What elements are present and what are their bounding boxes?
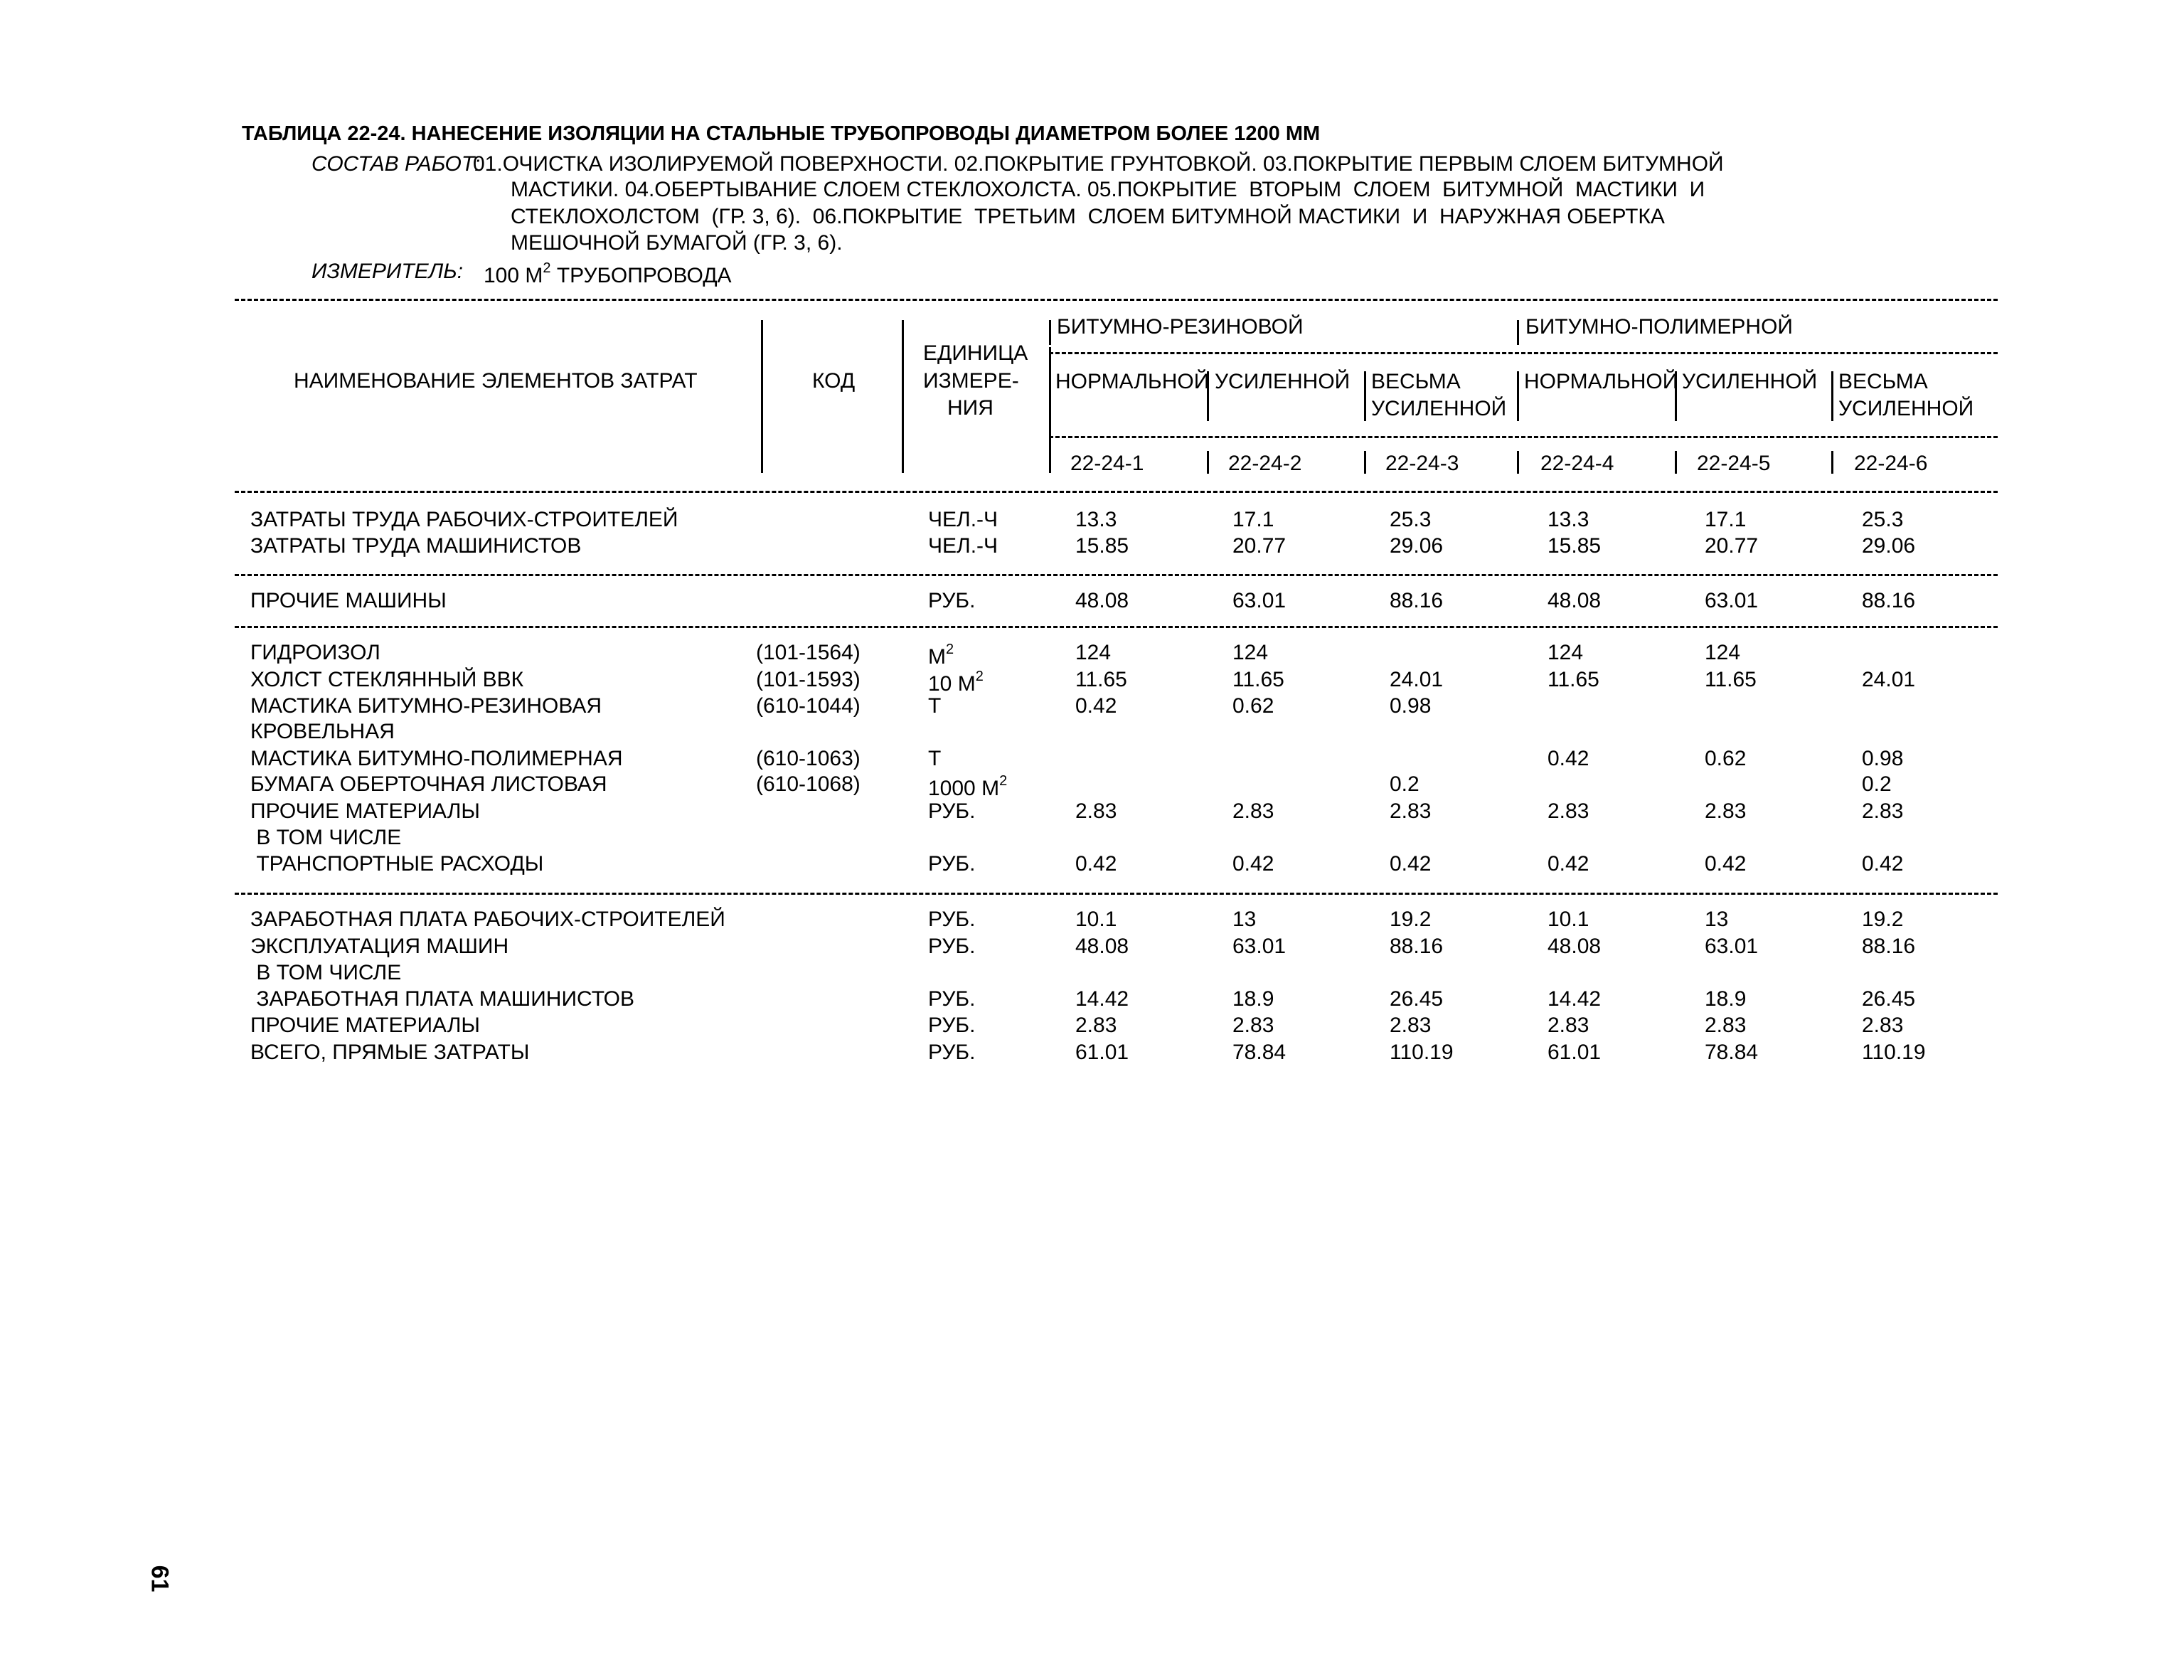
row-value-2: 63.01 — [1232, 935, 1287, 958]
row-value-4: 13.3 — [1548, 508, 1589, 531]
row-value-2: 63.01 — [1232, 589, 1287, 612]
header-unit-3: НИЯ — [947, 396, 994, 420]
row-value-6: 19.2 — [1862, 908, 1904, 931]
row-name: ТРАНСПОРТНЫЕ РАСХОДЫ — [250, 852, 544, 876]
work-composition-line-1: 01.ОЧИСТКА ИЗОЛИРУЕМОЙ ПОВЕРХНОСТИ. 02.ПОКРЫТИЕ ГРУНТОВКОЙ. 03.ПОКРЫТИЕ ПЕРВЫМ СЛОЕМ БИТУМНОЙ — [473, 152, 1724, 176]
row-value-3: 26.45 — [1390, 987, 1444, 1011]
row-value-1: 61.01 — [1075, 1041, 1129, 1064]
row-name: ГИДРОИЗОЛ — [250, 641, 380, 664]
row-value-1: 0.42 — [1075, 852, 1117, 876]
rule-header-codes — [1049, 436, 1998, 438]
row-code: (610-1044) — [756, 694, 861, 718]
work-composition-line-2: МАСТИКИ. 04.ОБЕРТЫВАНИЕ СЛОЕМ СТЕКЛОХОЛСТА. 05.ПОКРЫТИЕ ВТОРЫМ СЛОЕМ БИТУМНОЙ МАСТИКИ И — [511, 178, 1705, 201]
row-value-2: 2.83 — [1232, 1014, 1274, 1037]
header-unit-1: ЕДИНИЦА — [923, 341, 1028, 365]
row-value-2: 13 — [1232, 908, 1257, 931]
row-value-2: 2.83 — [1232, 799, 1274, 823]
rule-after-materials — [235, 893, 1998, 895]
row-value-6: 0.42 — [1862, 852, 1904, 876]
row-value-4: 10.1 — [1548, 908, 1589, 931]
row-name: ЗАРАБОТНАЯ ПЛАТА МАШИНИСТОВ — [250, 987, 635, 1011]
row-unit: 10 $М^2$ — [928, 669, 984, 696]
row-code: (101-1593) — [756, 668, 861, 691]
header-very-2a: ВЕСЬМА — [1838, 370, 1928, 393]
row-value-2: 18.9 — [1232, 987, 1274, 1011]
row-value-1: 15.85 — [1075, 534, 1129, 558]
row-unit: РУБ. — [928, 987, 976, 1011]
row-value-5: 17.1 — [1705, 508, 1747, 531]
row-value-2: 78.84 — [1232, 1041, 1287, 1064]
row-value-1: 2.83 — [1075, 1014, 1117, 1037]
header-divider-c6 — [1831, 371, 1833, 421]
row-value-3: 2.83 — [1390, 1014, 1432, 1037]
row-value-1: 0.42 — [1075, 694, 1117, 718]
row-value-6: 24.01 — [1862, 668, 1916, 691]
header-divider-c3 — [1364, 371, 1366, 421]
row-value-6: 2.83 — [1862, 799, 1904, 823]
row-name: ЗАТРАТЫ ТРУДА РАБОЧИХ-СТРОИТЕЛЕЙ — [250, 508, 678, 531]
row-value-5: 18.9 — [1705, 987, 1747, 1011]
row-value-5: 11.65 — [1705, 668, 1757, 691]
row-value-4: 48.08 — [1548, 935, 1602, 958]
row-value-4: 48.08 — [1548, 589, 1602, 612]
rule-after-labor — [235, 574, 1998, 576]
row-value-2: 124 — [1232, 641, 1269, 664]
row-value-6: 110.19 — [1862, 1041, 1926, 1064]
rule-header-group — [1049, 352, 1998, 354]
header-very-1b: УСИЛЕННОЙ — [1371, 397, 1507, 420]
row-value-1: 10.1 — [1075, 908, 1117, 931]
row-value-1: 14.42 — [1075, 987, 1129, 1011]
row-value-2: 0.62 — [1232, 694, 1274, 718]
header-code-2: 22-24-2 — [1228, 452, 1302, 475]
row-value-4: 14.42 — [1548, 987, 1602, 1011]
header-divider-code-4 — [1517, 451, 1519, 474]
header-group-rubber: БИТУМНО-РЕЗИНОВОЙ — [1057, 315, 1304, 339]
header-code-4: 22-24-4 — [1540, 452, 1614, 475]
row-value-3: 88.16 — [1390, 589, 1444, 612]
row-value-5: 0.62 — [1705, 747, 1747, 770]
header-name: НАИМЕНОВАНИЕ ЭЛЕМЕНТОВ ЗАТРАТ — [294, 369, 698, 393]
header-group-polymer: БИТУМНО-ПОЛИМЕРНОЙ — [1525, 315, 1793, 339]
header-code-6: 22-24-6 — [1854, 452, 1928, 475]
rule-top — [235, 299, 1998, 301]
row-value-5: 124 — [1705, 641, 1741, 664]
row-name: КРОВЕЛЬНАЯ — [250, 720, 395, 743]
row-value-5: 78.84 — [1705, 1041, 1759, 1064]
row-name: ВСЕГО, ПРЯМЫЕ ЗАТРАТЫ — [250, 1041, 530, 1064]
row-value-6: 25.3 — [1862, 508, 1904, 531]
row-name: ЗАТРАТЫ ТРУДА МАШИНИСТОВ — [250, 534, 582, 558]
row-value-2: 11.65 — [1232, 668, 1284, 691]
header-divider-c4 — [1517, 371, 1519, 421]
row-unit: РУБ. — [928, 1041, 976, 1064]
row-value-6: 26.45 — [1862, 987, 1916, 1011]
header-divider-code-6 — [1831, 451, 1833, 474]
row-value-6: 2.83 — [1862, 1014, 1904, 1037]
row-value-4: 0.42 — [1548, 852, 1589, 876]
row-value-4: 124 — [1548, 641, 1584, 664]
work-composition-line-4: МЕШОЧНОЙ БУМАГОЙ (ГР. 3, 6). — [511, 231, 843, 255]
row-name: ХОЛСТ СТЕКЛЯННЫЙ ВВК — [250, 668, 524, 691]
row-unit: ЧЕЛ.-Ч — [928, 534, 998, 558]
row-value-5: 0.42 — [1705, 852, 1747, 876]
row-unit: $М^2$ — [928, 642, 954, 669]
row-value-4: 15.85 — [1548, 534, 1602, 558]
header-reinforced-2: УСИЛЕННОЙ — [1682, 370, 1818, 393]
row-value-3: 29.06 — [1390, 534, 1444, 558]
row-value-6: 88.16 — [1862, 935, 1916, 958]
row-name: БУМАГА ОБЕРТОЧНАЯ ЛИСТОВАЯ — [250, 772, 607, 796]
row-value-1: 11.65 — [1075, 668, 1127, 691]
row-value-2: 0.42 — [1232, 852, 1274, 876]
row-value-1: 2.83 — [1075, 799, 1117, 823]
header-code-3: 22-24-3 — [1385, 452, 1459, 475]
row-name: ПРОЧИЕ МАТЕРИАЛЫ — [250, 799, 480, 823]
header-divider-code — [902, 320, 904, 473]
header-very-2b: УСИЛЕННОЙ — [1838, 397, 1974, 420]
row-value-3: 0.2 — [1390, 772, 1419, 796]
header-code: КОД — [812, 369, 856, 393]
row-value-3: 19.2 — [1390, 908, 1432, 931]
row-value-6: 0.98 — [1862, 747, 1904, 770]
row-value-4: 11.65 — [1548, 668, 1599, 691]
header-unit-2: ИЗМЕРЕ- — [923, 369, 1019, 393]
row-name: МАСТИКА БИТУМНО-ПОЛИМЕРНАЯ — [250, 747, 623, 770]
rule-after-machines — [235, 626, 1998, 628]
row-value-1: 48.08 — [1075, 589, 1129, 612]
row-unit: РУБ. — [928, 852, 976, 876]
row-value-4: 2.83 — [1548, 1014, 1589, 1037]
header-divider-code-5 — [1675, 451, 1677, 474]
row-value-5: 2.83 — [1705, 1014, 1747, 1037]
row-unit: РУБ. — [928, 799, 976, 823]
row-code: (610-1063) — [756, 747, 861, 770]
row-value-5: 20.77 — [1705, 534, 1759, 558]
row-value-2: 17.1 — [1232, 508, 1274, 531]
meter-value: 100 $М^2$ ТРУБОПРОВОДА — [484, 260, 732, 287]
header-divider-code-2 — [1207, 451, 1209, 474]
header-code-5: 22-24-5 — [1697, 452, 1771, 475]
row-code: (610-1068) — [756, 772, 861, 796]
row-value-6: 29.06 — [1862, 534, 1916, 558]
row-value-6: 0.2 — [1862, 772, 1892, 796]
work-composition-label: СОСТАВ РАБОТ: — [311, 152, 481, 176]
row-value-3: 110.19 — [1390, 1041, 1454, 1064]
row-value-3: 0.42 — [1390, 852, 1432, 876]
row-name: МАСТИКА БИТУМНО-РЕЗИНОВАЯ — [250, 694, 602, 718]
header-normal-2: НОРМАЛЬНОЙ — [1524, 370, 1678, 393]
row-unit: Т — [928, 694, 942, 718]
row-value-5: 63.01 — [1705, 935, 1759, 958]
row-unit: ЧЕЛ.-Ч — [928, 508, 998, 531]
rule-header-bottom — [235, 491, 1998, 493]
row-value-3: 2.83 — [1390, 799, 1432, 823]
row-unit: РУБ. — [928, 1014, 976, 1037]
row-value-3: 24.01 — [1390, 668, 1444, 691]
row-value-3: 88.16 — [1390, 935, 1444, 958]
row-value-5: 63.01 — [1705, 589, 1759, 612]
header-very-1a: ВЕСЬМА — [1371, 370, 1461, 393]
header-normal-1: НОРМАЛЬНОЙ — [1055, 370, 1210, 393]
header-divider-unit-1 — [1049, 320, 1051, 345]
row-unit: РУБ. — [928, 908, 976, 931]
row-value-1: 48.08 — [1075, 935, 1129, 958]
row-name: ЭКСПЛУАТАЦИЯ МАШИН — [250, 935, 509, 958]
row-unit: РУБ. — [928, 935, 976, 958]
row-value-1: 124 — [1075, 641, 1112, 664]
page-number: 61 — [146, 1565, 174, 1593]
work-composition-line-3: СТЕКЛОХОЛСТОМ (ГР. 3, 6). 06.ПОКРЫТИЕ ТРЕТЬИМ СЛОЕМ БИТУМНОЙ МАСТИКИ И НАРУЖНАЯ ОБЕРТКА — [511, 205, 1665, 228]
table-title: ТАБЛИЦА 22-24. НАНЕСЕНИЕ ИЗОЛЯЦИИ НА СТАЛЬНЫЕ ТРУБОПРОВОДЫ ДИАМЕТРОМ БОЛЕЕ 1200 ММ — [242, 122, 1321, 145]
row-value-6: 88.16 — [1862, 589, 1916, 612]
header-reinforced-1: УСИЛЕННОЙ — [1215, 370, 1351, 393]
header-divider-unit-2 — [1049, 347, 1051, 473]
meter-label: ИЗМЕРИТЕЛЬ: — [311, 260, 464, 283]
header-divider-code-3 — [1364, 451, 1366, 474]
row-value-3: 0.98 — [1390, 694, 1432, 718]
row-value-3: 25.3 — [1390, 508, 1432, 531]
row-name: ЗАРАБОТНАЯ ПЛАТА РАБОЧИХ-СТРОИТЕЛЕЙ — [250, 908, 725, 931]
row-unit: РУБ. — [928, 589, 976, 612]
row-value-4: 2.83 — [1548, 799, 1589, 823]
row-name: ПРОЧИЕ МАШИНЫ — [250, 589, 447, 612]
header-divider-name — [761, 320, 763, 473]
row-value-4: 0.42 — [1548, 747, 1589, 770]
row-unit: Т — [928, 747, 942, 770]
row-value-5: 13 — [1705, 908, 1729, 931]
row-code: (101-1564) — [756, 641, 861, 664]
row-unit: 1000 $М^2$ — [928, 773, 1008, 800]
row-name: В ТОМ ЧИСЛЕ — [250, 826, 402, 849]
header-divider-group — [1517, 320, 1519, 345]
header-code-1: 22-24-1 — [1070, 452, 1144, 475]
row-value-1: 13.3 — [1075, 508, 1117, 531]
row-value-5: 2.83 — [1705, 799, 1747, 823]
row-name: ПРОЧИЕ МАТЕРИАЛЫ — [250, 1014, 480, 1037]
row-value-2: 20.77 — [1232, 534, 1287, 558]
row-value-4: 61.01 — [1548, 1041, 1602, 1064]
row-name: В ТОМ ЧИСЛЕ — [250, 961, 402, 984]
